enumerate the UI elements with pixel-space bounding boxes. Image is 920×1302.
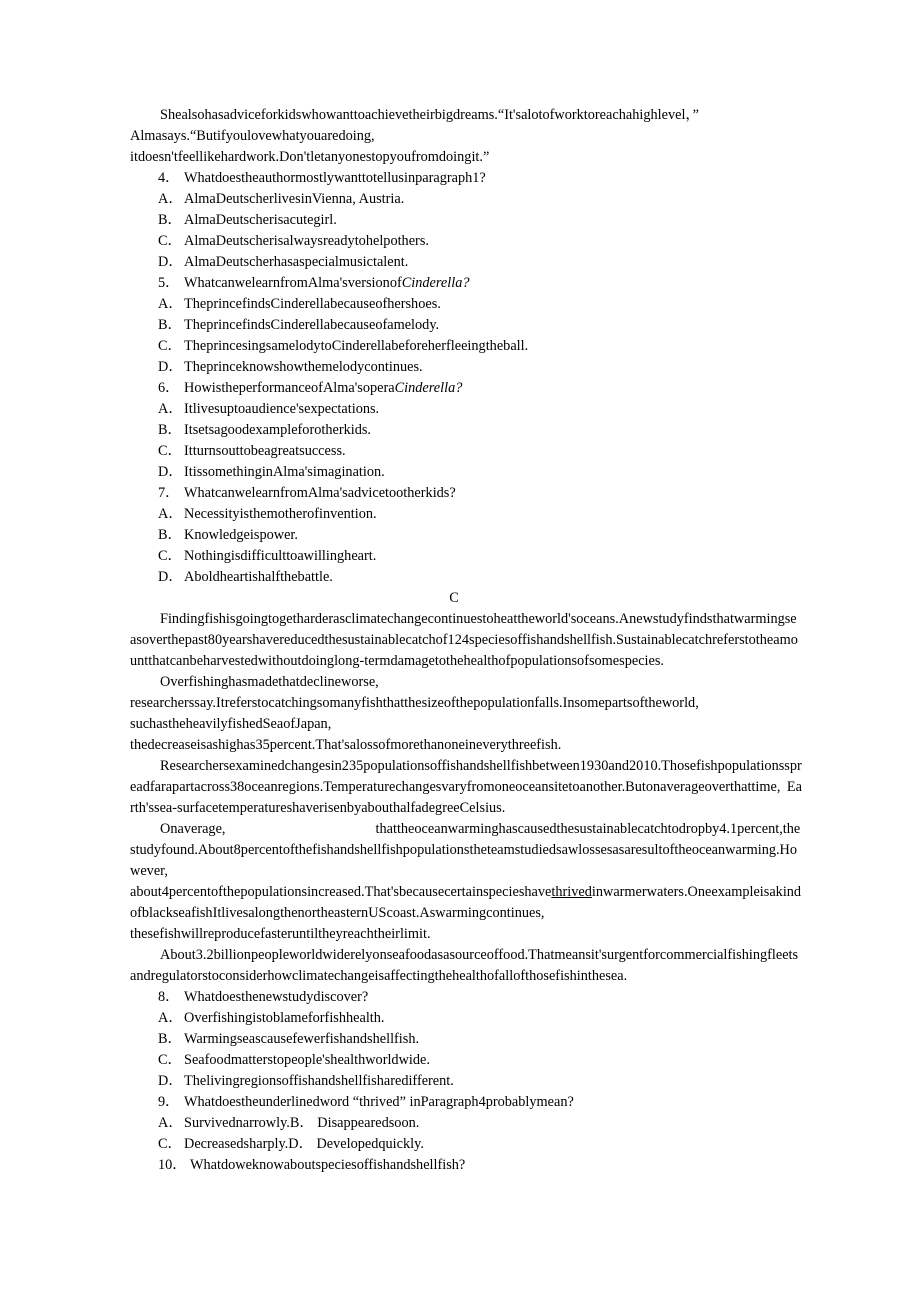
passage-b-tail-block [130,105,802,168]
option-lead: D． [158,1073,183,1089]
question-group-10 [130,1155,802,1176]
option-lead: A． [158,401,183,417]
passage-c-paragraph-3: Researchersexaminedchangesin235populationsoffishandshellfishbetween1930and2010.Thosefishpopulationsspreadfarapartacross38oceanregions.Temperaturechangesvaryfromoneoceansitetoanother.Butonaverageoverthattime, Earth'ssea-surfacetemperatureshaverisenbyabouthalfadegreeCelsius. [130,758,802,816]
question-10-number: 10． [158,1157,187,1173]
question-4-stem [130,168,802,189]
option-lead: D． [158,359,183,375]
option-text: Theprinceknowshowthemelodycontinues. [184,359,423,375]
question-8-option-d[interactable] [130,1071,802,1092]
question-group-9 [130,1092,802,1155]
question-9-text: Whatdoestheunderlinedword “thrived” inParagraph4probablymean? [184,1094,574,1110]
passage-c-paragraph-2-line-2: researcherssay.Itreferstocatchingsomanyfishthatthesizeofthepopulationfalls.Insomepartsoftheworld, [130,695,699,711]
passage-b-tail-line-1: Shealsohasadviceforkidswhowanttoachievetheirbigdreams.“It'salotofworktoreachahighlevel，” [160,107,699,123]
passage-b-tail-line-3: itdoesn'tfeellikehardwork.Don'tletanyonestopyoufromdoingit.” [130,149,490,165]
question-group-5 [130,273,802,378]
passage-c-section-letter: C [449,590,459,606]
question-5-option-d[interactable] [130,357,802,378]
question-5-option-c[interactable] [130,336,802,357]
option-text: TheprincesingsamelodytoCinderellabeforeherfleeingtheball. [184,338,529,354]
question-7-text: WhatcanwelearnfromAlma'sadvicetootherkids? [184,485,456,501]
option-lead: B． [158,527,182,543]
question-8-stem [130,987,802,1008]
question-5-number: 5． [158,275,180,291]
question-6-title-italic: Cinderella? [394,380,463,396]
question-group-8 [130,987,802,1092]
question-7-option-d[interactable] [130,567,802,588]
paragraph-4-opening: Onaverage, [160,821,226,837]
option-text: Seafoodmatterstopeople'shealthworldwide. [184,1052,430,1068]
question-7-option-a[interactable] [130,504,802,525]
option-lead: D． [158,254,183,270]
option-text: AlmaDeutscherlivesinVienna, Austria. [184,191,405,207]
option-lead: A． [158,191,183,207]
question-9-option-row-cd[interactable] [130,1134,802,1155]
option-text: Necessityisthemotherofinvention. [184,506,377,522]
paragraph-4-text-after-underline: inwarmerwaters.OneexampleisakindofblackseafishItlivesalongthenortheasternUScoast.Aswarmingcontinues, [130,884,802,921]
question-group-4 [130,168,802,273]
question-4-option-c[interactable] [130,231,802,252]
question-8-number: 8． [158,989,180,1005]
question-7-option-b[interactable] [130,525,802,546]
question-6-text: HowistheperformanceofAlma'sopera [184,380,395,396]
option-lead: C． [158,1136,182,1152]
option-text: Knowledgeispower. [184,527,298,543]
passage-c-paragraph-1: Findingfishisgoingtogetharderasclimatechangecontinuestoheattheworld'soceans.Anewstudyfindsthatwarmingseasoverthepast80yearshavereducedthesustainablecatchof124speciesoffishandshellfish.Sustainablecatchreferstotheamountthatcanbeharvestedwithoutdoinglong-termdamagetothehealthofpopulationsofsomespecies. [130,611,798,669]
passage-c-paragraph-5: About3.2billionpeopleworldwiderelyonseafoodasasourceoffood.Thatmeansit'surgentforcommercialfishingfleetsandregulatorstoconsiderhowclimatechangeisaffectingthehealthofallofthosefishinthesea. [130,947,799,984]
question-6-option-a[interactable] [130,399,802,420]
question-9-number: 9． [158,1094,180,1110]
passage-c-paragraph-4-line-2 [130,882,802,924]
option-text: Itturnsouttobeagreatsuccess. [184,443,346,459]
option-lead: A． [158,1115,183,1131]
question-group-6 [130,378,802,483]
option-lead: B． [158,422,182,438]
option-text: AlmaDeutscherisacutegirl. [184,212,337,228]
option-lead: A． [158,296,183,312]
passage-c-paragraph-2-line-4: thedecreaseisashighas35percent.That'salossofmorethanoneineverythreefish. [130,737,562,753]
question-10-text: Whatdoweknowaboutspeciesoffishandshellfish? [190,1157,466,1173]
passage-c-body [130,609,802,987]
option-text: Itlivesuptoaudience'sexpectations. [184,401,380,417]
option-text: Nothingisdifficulttoawillingheart. [184,548,377,564]
paragraph-4-continuation: thattheoceanwarminghascausedthesustainablecatchtodropby4.1percent,thestudyfound.About8percentofthefishandshellfishpopulationstheteamstudiedsawlossesasaresultoftheoceanwarming.However, [130,821,801,879]
option-lead: D． [158,464,183,480]
question-8-option-c[interactable] [130,1050,802,1071]
option-lead: C． [158,233,182,249]
passage-c-paragraph-2-line-1: Overfishinghasmadethatdeclineworse, [160,674,379,690]
passage-c-paragraph-4-line-1 [130,819,802,882]
option-text: Aboldheartishalfthebattle. [184,569,333,585]
option-lead: C． [158,1052,182,1068]
option-lead: C． [158,338,182,354]
option-lead: C． [158,443,182,459]
question-5-stem [130,273,802,294]
question-5-text: WhatcanwelearnfromAlma'sversionof [184,275,402,291]
question-4-number: 4． [158,170,180,186]
question-10-stem [130,1155,802,1176]
option-text: ItissomethinginAlma'simagination. [184,464,385,480]
question-8-option-a[interactable] [130,1008,802,1029]
question-7-option-c[interactable] [130,546,802,567]
question-4-option-a[interactable] [130,189,802,210]
option-lead: C． [158,548,182,564]
option-text: TheprincefindsCinderellabecauseofhershoes. [184,296,441,312]
option-text: AlmaDeutscherhasaspecialmusictalent. [184,254,409,270]
question-4-option-d[interactable] [130,252,802,273]
question-7-number: 7． [158,485,180,501]
passage-c-paragraph-2-line-3: suchastheheavilyfishedSeaofJapan, [130,716,332,732]
question-6-option-b[interactable] [130,420,802,441]
question-6-option-d[interactable] [130,462,802,483]
underlined-word-thrived: thrived [551,884,592,900]
option-lead: A． [158,506,183,522]
option-lead: A． [158,1010,183,1026]
question-7-stem [130,483,802,504]
passage-b-tail-line-2: Almasays.“Butifyoulovewhatyouaredoing, [130,128,375,144]
question-4-text: Whatdoestheauthormostlywanttotellusinparagraph1? [184,170,486,186]
question-group-7 [130,483,802,588]
question-6-number: 6． [158,380,180,396]
option-text: Survivednarrowly.B． Disappearedsoon. [184,1115,420,1131]
option-lead: D． [158,569,183,585]
question-8-text: Whatdoesthenewstudydiscover? [184,989,369,1005]
option-text: Decreasedsharply.D． Developedquickly. [184,1136,424,1152]
question-6-option-c[interactable] [130,441,802,462]
option-text: AlmaDeutscherisalwaysreadytohelpothers. [184,233,429,249]
option-text: Overfishingistoblameforfishhealth. [184,1010,385,1026]
question-5-title-italic: Cinderella? [401,275,470,291]
question-9-option-row-ab[interactable] [130,1113,802,1134]
option-text: Itsetsagoodexampleforotherkids. [184,422,371,438]
option-lead: B． [158,212,182,228]
question-4-option-b[interactable] [130,210,802,231]
question-6-stem [130,378,802,399]
question-5-option-b[interactable] [130,315,802,336]
option-text: TheprincefindsCinderellabecauseofamelody. [184,317,440,333]
paragraph-4-text-before-underline: about4percentofthepopulationsincreased.That'sbecausecertainspecieshave [130,884,552,900]
option-lead: B． [158,317,182,333]
option-lead: B． [158,1031,182,1047]
option-text: Warmingseascausefewerfishandshellfish. [184,1031,420,1047]
option-text: Thelivingregionsoffishandshellfisharedifferent. [184,1073,454,1089]
passage-c-paragraph-4-line-3: thesefishwillreproducefasteruntiltheyreachtheirlimit. [130,926,431,942]
question-9-stem [130,1092,802,1113]
question-8-option-b[interactable] [130,1029,802,1050]
question-5-option-a[interactable] [130,294,802,315]
